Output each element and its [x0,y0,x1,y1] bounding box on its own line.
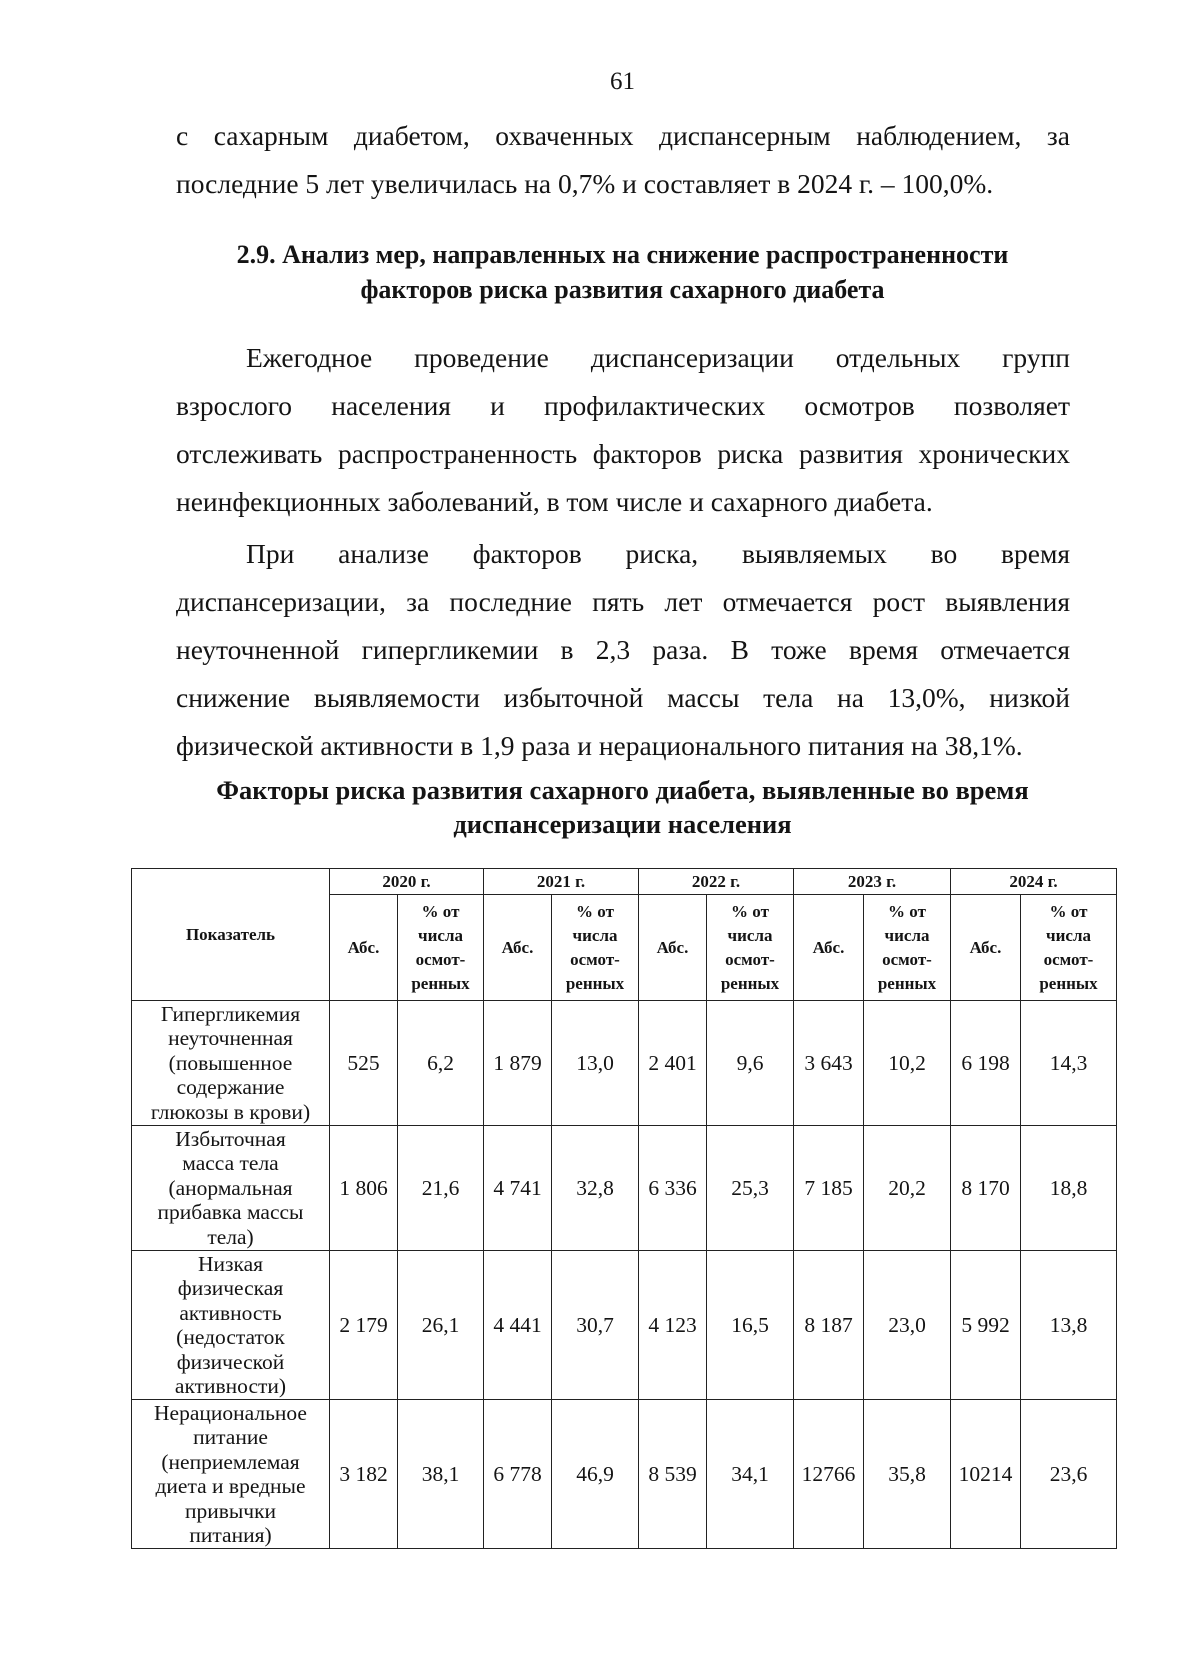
pct-header: % от числа осмот- ренных [398,895,484,1001]
table-cell: 13,0 [552,1001,639,1126]
pct-header: % от числа осмот- ренных [1021,895,1117,1001]
paragraph-line: отслеживать распространенность факторов риска развития хронических [176,438,1070,469]
table-row [132,1126,1117,1251]
row-label: Избыточная масса тела (анормальная прибавка массы тела) [132,1126,330,1251]
row-label: Низкая физическая активность (недостаток физической активности) [132,1251,330,1400]
table-cell: 35,8 [864,1400,951,1549]
table-cell: 13,8 [1021,1251,1117,1400]
indicator-header: Показатель [132,869,330,1001]
section-heading-line: факторов риска развития сахарного диабета [360,275,885,304]
pct-header: % от числа осмот- ренных [707,895,794,1001]
table-title-line: Факторы риска развития сахарного диабета, выявленные во время [216,775,1029,805]
intro-line: с сахарным диабетом, охваченных диспансерным наблюдением, за [176,120,1070,151]
section-heading-line: 2.9. Анализ мер, направленных на снижение распространенности [236,240,1009,269]
paragraph-line: взрослого населения и профилактических осмотров позволяет [176,390,1070,421]
table-row [132,1400,1117,1549]
table-cell: 4 123 [639,1251,707,1400]
abs-header: Абс. [794,895,864,1001]
abs-header: Абс. [951,895,1021,1001]
table-cell: 20,2 [864,1126,951,1251]
table-cell: 2 179 [330,1251,398,1400]
year-header: 2022 г. [639,869,794,895]
table-cell: 16,5 [707,1251,794,1400]
table-cell: 1 879 [484,1001,552,1126]
table-cell: 30,7 [552,1251,639,1400]
table-row [132,1251,1117,1400]
paragraph-line: неинфекционных заболеваний, в том числе и сахарного диабета. [176,486,933,517]
table-cell: 18,8 [1021,1126,1117,1251]
table-cell: 6 336 [639,1126,707,1251]
table-cell: 6,2 [398,1001,484,1126]
table-cell: 8 170 [951,1126,1021,1251]
paragraph-line: При анализе факторов риска, выявляемых во время [246,538,1070,569]
abs-header: Абс. [484,895,552,1001]
abs-header: Абс. [639,895,707,1001]
table-title-line: диспансеризации населения [453,809,792,839]
table-cell: 9,6 [707,1001,794,1126]
table-cell: 26,1 [398,1251,484,1400]
year-header: 2020 г. [330,869,484,895]
table-cell: 2 401 [639,1001,707,1126]
table-cell: 1 806 [330,1126,398,1251]
table-cell: 32,8 [552,1126,639,1251]
table-cell: 4 741 [484,1126,552,1251]
table-cell: 38,1 [398,1400,484,1549]
table-cell: 3 643 [794,1001,864,1126]
table-cell: 6 778 [484,1400,552,1549]
risk-factors-table [131,868,1117,1549]
paragraph-line: неуточненной гипергликемии в 2,3 раза. В тоже время отмечается [176,634,1070,665]
page-number: 61 [610,68,635,95]
pct-header: % от числа осмот- ренных [552,895,639,1001]
table-cell: 14,3 [1021,1001,1117,1126]
pct-header: % от числа осмот- ренных [864,895,951,1001]
row-label: Нерациональное питание (неприемлемая диета и вредные привычки питания) [132,1400,330,1549]
table-cell: 8 187 [794,1251,864,1400]
table-cell: 46,9 [552,1400,639,1549]
table-cell: 6 198 [951,1001,1021,1126]
table-cell: 10214 [951,1400,1021,1549]
abs-header: Абс. [330,895,398,1001]
table-cell: 4 441 [484,1251,552,1400]
row-label: Гипергликемия неуточненная (повышенное содержание глюкозы в крови) [132,1001,330,1126]
paragraph-line: диспансеризации, за последние пять лет отмечается рост выявления [176,586,1070,617]
table-cell: 5 992 [951,1251,1021,1400]
table-cell: 34,1 [707,1400,794,1549]
table-cell: 12766 [794,1400,864,1549]
table-cell: 3 182 [330,1400,398,1549]
table-cell: 25,3 [707,1126,794,1251]
year-header: 2021 г. [484,869,639,895]
table-cell: 7 185 [794,1126,864,1251]
table-cell: 23,0 [864,1251,951,1400]
table-cell: 23,6 [1021,1400,1117,1549]
table-cell: 8 539 [639,1400,707,1549]
table-header-years [132,869,1117,895]
paragraph-line: физической активности в 1,9 раза и нерационального питания на 38,1%. [176,730,1023,761]
intro-line: последние 5 лет увеличилась на 0,7% и составляет в 2024 г. – 100,0%. [176,168,994,199]
table-cell: 10,2 [864,1001,951,1126]
year-header: 2023 г. [794,869,951,895]
paragraph-line: снижение выявляемости избыточной массы тела на 13,0%, низкой [176,682,1070,713]
paragraph-line: Ежегодное проведение диспансеризации отдельных групп [246,342,1070,373]
table-row [132,1001,1117,1126]
table-cell: 21,6 [398,1126,484,1251]
table-cell: 525 [330,1001,398,1126]
year-header: 2024 г. [951,869,1117,895]
